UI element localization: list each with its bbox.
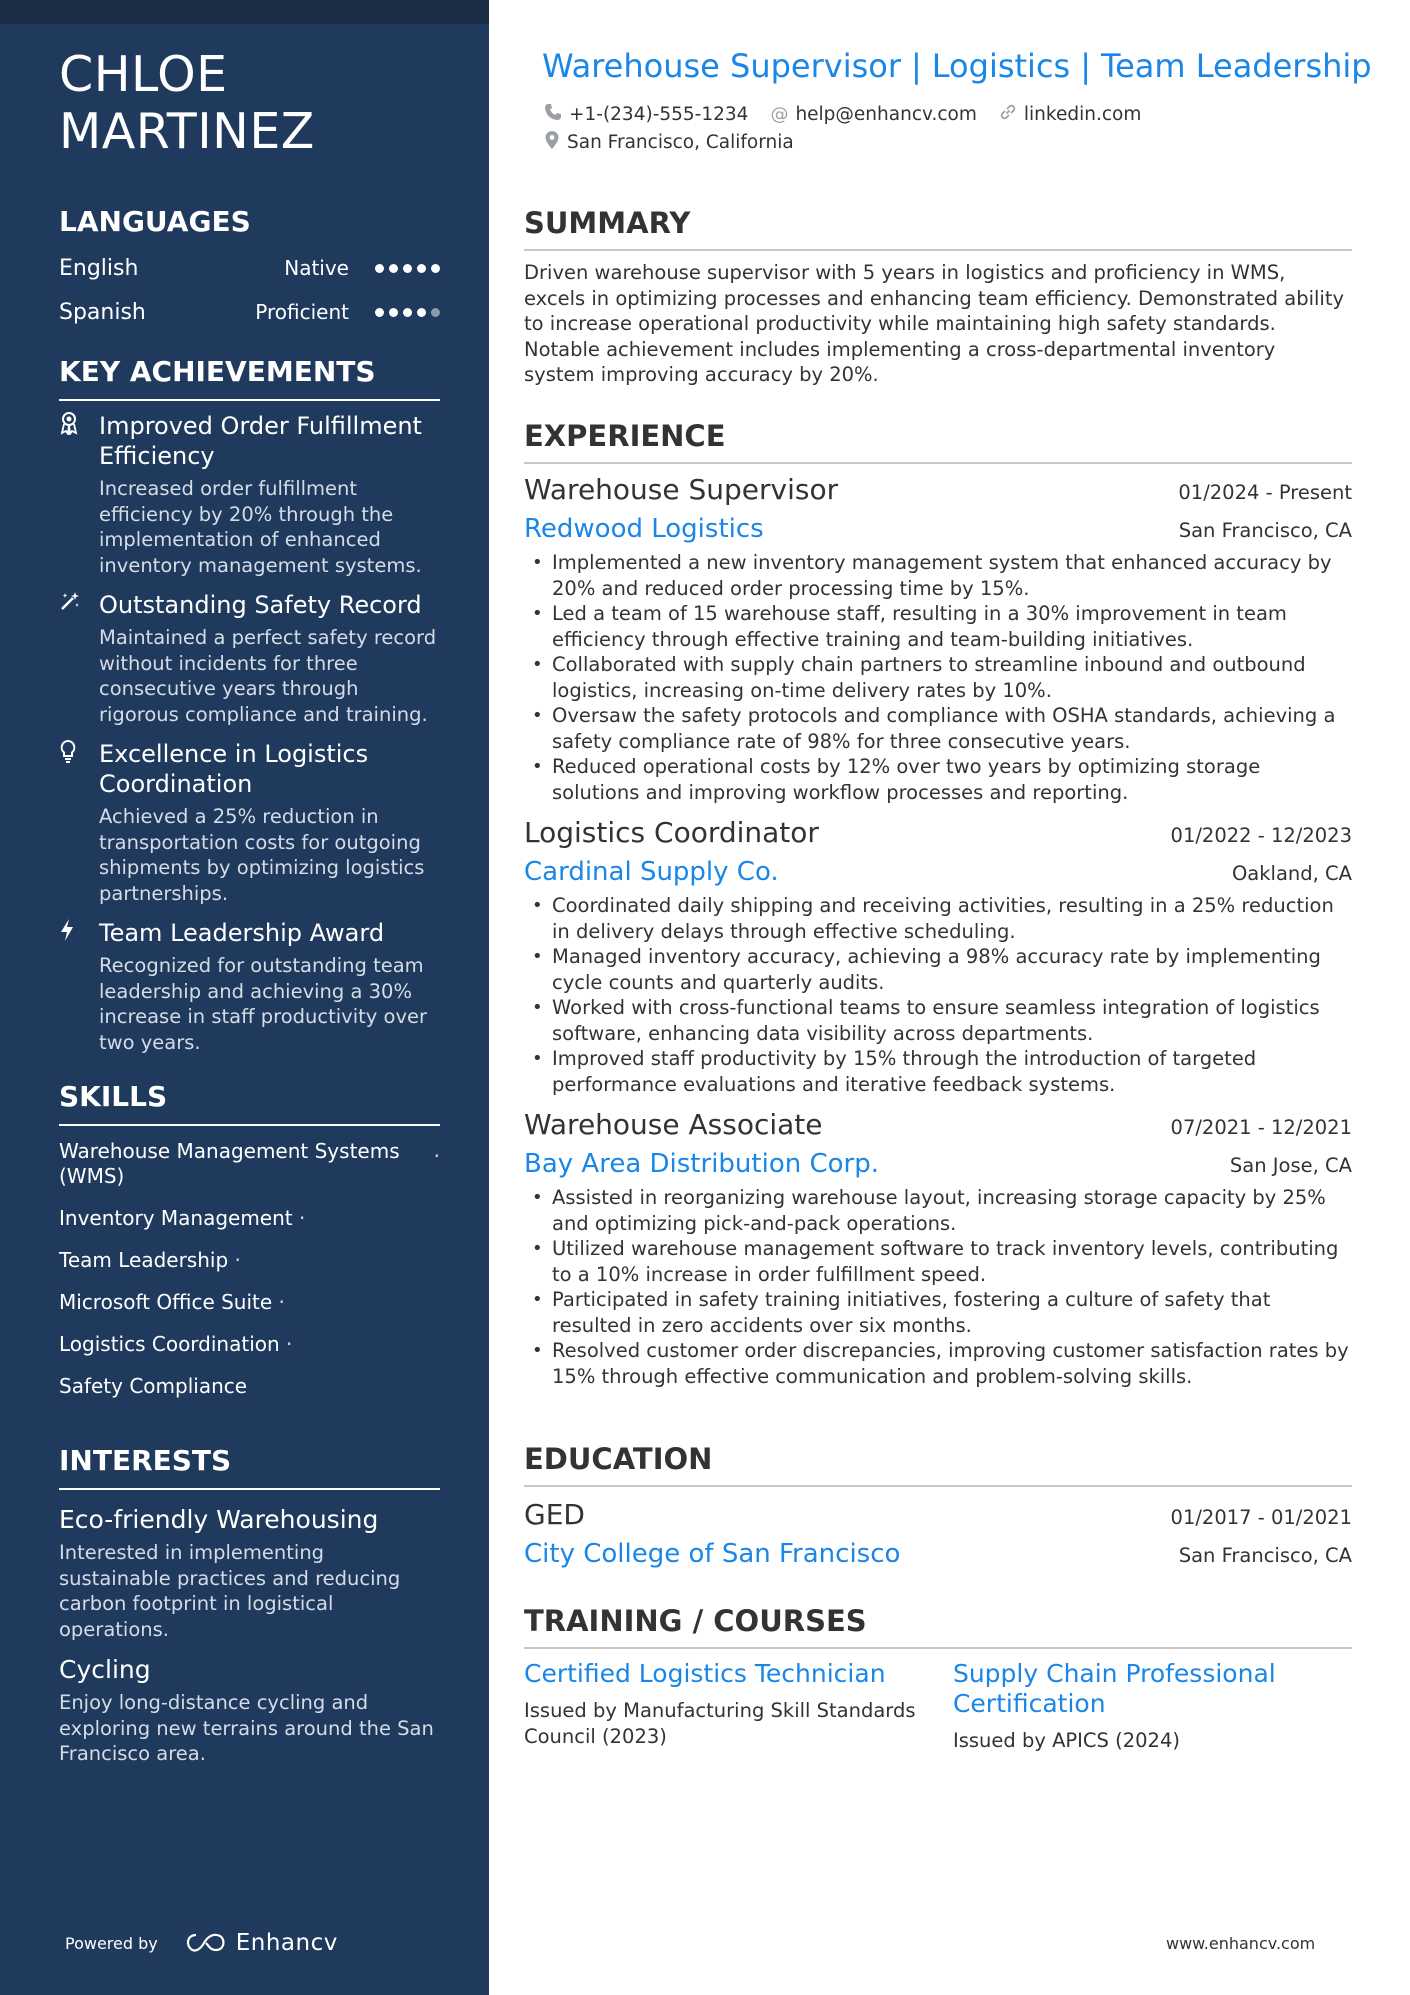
headline-role: Warehouse Supervisor [542,47,901,85]
summary-text: Driven warehouse supervisor with 5 years in logistics and proficiency in WMS, excels in optimizing processes and enhancing team efficiency. Demonstrated ability to increase operational productivity while maintaining high safety standards. Notable achievement includes implementing a cross-departmental inventory system improving accuracy by 20%. [524,261,1345,387]
achievement-description: Achieved a 25% reduction in transportation costs for outgoing shipments by optimizing logistics partnerships. [99,805,425,905]
course-description: Issued by Manufacturing Skill Standards Council (2023) [524,1699,916,1748]
education-heading: EDUCATION [524,1441,1352,1487]
name-first: CHLOE [59,46,228,103]
skill-item [59,1281,440,1323]
job-bullet: • Coordinated daily shipping and receiving activities, resulting in a 25% reduction in delivery delays through effective scheduling. [524,893,1352,944]
education-date: 01/2017 - 01/2021 [1170,1506,1352,1529]
school-name: City College of San Francisco [524,1539,901,1569]
job-entry [524,472,1352,805]
link-icon [999,103,1017,126]
language-level: Proficient [255,300,349,324]
job-title: Warehouse Associate [524,1108,823,1141]
interest-title: Cycling [59,1655,151,1684]
phone-number: +1-(234)-555-1234 [569,103,749,125]
skill-item [59,1323,440,1365]
language-proficiency-dots [375,264,440,273]
skill-label: Team Leadership [59,1248,229,1272]
achievements-list [59,411,440,1055]
language-name: English [59,255,139,281]
dot-filled [389,264,398,273]
job-bullets [524,1185,1352,1389]
company-name: Redwood Logistics [524,514,764,544]
course-item [524,1659,953,1754]
job-bullet: • Worked with cross-functional teams to ensure seamless integration of logistics software, enhancing data visibility across departments. [524,995,1352,1046]
job-bullet: • Implemented a new inventory management system that enhanced accuracy by 20% and reduced order processing time by 15%. [524,550,1352,601]
experience-heading: EXPERIENCE [524,418,1352,464]
achievement-description: Recognized for outstanding team leadership and achieving a 30% increase in staff productivity over two years. [99,954,427,1054]
achievements-heading: KEY ACHIEVEMENTS [59,354,440,401]
enhancv-logo[interactable] [184,1930,338,1956]
company-name: Cardinal Supply Co. [524,857,779,887]
powered-by [65,1930,338,1956]
at-icon: @ [770,103,789,125]
skill-item [59,1365,440,1407]
job-date: 07/2021 - 12/2021 [1170,1116,1352,1139]
interest-item [59,1654,440,1767]
job-location: San Jose, CA [1229,1154,1352,1177]
job-bullet: • Assisted in reorganizing warehouse layout, increasing storage capacity by 25% and optimizing pick-and-pack operations. [524,1185,1352,1236]
contact-email[interactable] [770,104,976,125]
training-heading: TRAINING / COURSES [524,1603,1352,1649]
job-title: Logistics Coordinator [524,816,819,849]
dot-filled [375,308,384,317]
award-icon [59,411,99,578]
job-bullet: • Collaborated with supply chain partners to streamline inbound and outbound logistics, increasing on-time delivery rates by 10%. [524,652,1352,703]
location-pin-icon [544,130,560,155]
powered-by-label: Powered by [65,1933,158,1953]
job-bullet: • Utilized warehouse management software to track inventory levels, contributing to a 10% increase in order fulfillment speed. [524,1236,1352,1287]
interests-heading: INTERESTS [59,1443,440,1490]
skill-item [59,1239,440,1281]
job-date: 01/2024 - Present [1178,481,1352,504]
sidebar-top-bar [0,0,489,24]
skill-separator: · [433,1144,440,1168]
achievement-title: Excellence in Logistics Coordination [99,740,369,798]
skill-item [59,1130,440,1197]
languages-heading: LANGUAGES [59,205,251,238]
achievement-title: Improved Order Fulfillment Efficiency [99,412,422,470]
contact-info [544,100,1163,156]
skill-separator: · [279,1332,293,1356]
contact-linkedin[interactable] [999,103,1141,126]
interest-description: Enjoy long-distance cycling and exploring new terrains around the San Francisco area. [59,1691,434,1765]
achievement-title: Outstanding Safety Record [99,591,422,619]
candidate-name [59,46,440,160]
summary-section [524,205,1352,388]
skill-separator: · [272,1290,285,1314]
headline-field: Logistics [931,47,1071,85]
job-date: 01/2022 - 12/2023 [1170,824,1352,847]
skill-item [59,1197,440,1239]
job-title: Warehouse Supervisor [524,473,839,506]
achievement-description: Increased order fulfillment efficiency by 20% through the implementation of enhanced inventory management systems. [99,477,422,577]
job-entry [524,815,1352,1097]
job-bullets [524,893,1352,1097]
skills-list [59,1130,440,1407]
phone-icon [544,103,562,126]
languages-list [59,246,440,334]
skill-label: Safety Compliance [59,1374,248,1398]
course-description: Issued by APICS (2024) [952,1729,1180,1752]
job-location: Oakland, CA [1231,862,1352,885]
job-location: San Francisco, CA [1178,519,1352,542]
job-bullet: • Improved staff productivity by 15% through the introduction of targeted performance evaluations and iterative feedback systems. [524,1046,1352,1097]
email-address: help@enhancv.com [795,103,977,125]
name-last: MARTINEZ [59,103,315,160]
training-section [524,1603,1352,1754]
headline-separator: | [911,47,922,85]
interest-title: Eco-friendly Warehousing [59,1505,379,1534]
degree: GED [524,1498,585,1531]
headline [542,46,1372,86]
achievement-title: Team Leadership Award [99,919,385,947]
skill-separator: · [228,1248,241,1272]
skill-label: Warehouse Management Systems (WMS) [59,1139,400,1188]
skill-label: Logistics Coordination [59,1332,280,1356]
dot-filled [403,308,412,317]
contact-location [544,130,794,155]
dot-filled [417,308,426,317]
achievement-item [59,739,440,906]
achievement-description: Maintained a perfect safety record without incidents for three consecutive years through rigorous compliance and training. [99,626,437,726]
achievement-item [59,918,440,1055]
sidebar [0,0,489,1995]
brand-name: Enhancv [235,1930,338,1956]
job-bullets [524,550,1352,805]
education-entry [524,1497,1352,1571]
achievement-item [59,411,440,578]
language-item [59,246,440,290]
language-proficiency-dots [375,308,440,317]
skill-label: Microsoft Office Suite [59,1290,273,1314]
language-level: Native [284,256,349,280]
language-item [59,290,440,334]
skill-separator: · [292,1206,306,1230]
education-section [524,1441,1352,1571]
skills-heading: SKILLS [59,1079,440,1126]
dot-filled [417,264,426,273]
interests-list [59,1504,440,1767]
lightbulb-icon [59,739,99,906]
course-title: Supply Chain Professional Certification [952,1659,1276,1718]
course-item [953,1659,1352,1754]
magic-wand-icon [59,590,99,727]
language-name: Spanish [59,299,146,325]
interest-description: Interested in implementing sustainable practices and reducing carbon footprint in logistical operations. [59,1541,401,1641]
school-location: San Francisco, CA [1178,1544,1352,1567]
job-bullet: • Reduced operational costs by 12% over two years by optimizing storage solutions and improving workflow processes and reporting. [524,754,1352,805]
dot-filled [389,308,398,317]
dot-filled [375,264,384,273]
job-bullet: • Led a team of 15 warehouse staff, resulting in a 30% improvement in team efficiency through effective training and team-building initiatives. [524,601,1352,652]
job-bullet: • Managed inventory accuracy, achieving a 98% accuracy rate by implementing cycle counts and quarterly audits. [524,944,1352,995]
courses-list [524,1659,1352,1754]
job-bullet: • Resolved customer order discrepancies, improving customer satisfaction rates by 15% through effective communication and problem-solving skills. [524,1338,1352,1389]
contact-phone[interactable] [544,103,748,126]
headline-separator: | [1080,47,1091,85]
interest-item [59,1504,440,1642]
job-bullet: • Participated in safety training initiatives, fostering a culture of safety that resulted in zero accidents over six months. [524,1287,1352,1338]
experience-section [524,418,1352,1389]
location-text: San Francisco, California [567,131,794,153]
summary-heading: SUMMARY [524,205,1352,251]
footer-website[interactable]: www.enhancv.com [1166,1934,1316,1953]
achievement-item [59,590,440,727]
company-name: Bay Area Distribution Corp. [524,1149,879,1179]
headline-skill: Team Leadership [1100,47,1372,85]
linkedin-url: linkedin.com [1023,103,1142,125]
course-title: Certified Logistics Technician [524,1659,886,1688]
enhancv-logo-icon [184,1932,228,1954]
dot-filled [403,264,412,273]
lightning-icon [59,918,99,1055]
job-bullet: • Oversaw the safety protocols and compliance with OSHA standards, achieving a safety compliance rate of 98% for three consecutive years. [524,703,1352,754]
dot-filled [431,264,440,273]
job-entry [524,1107,1352,1389]
skill-label: Inventory Management [59,1206,293,1230]
dot-empty [431,308,440,317]
